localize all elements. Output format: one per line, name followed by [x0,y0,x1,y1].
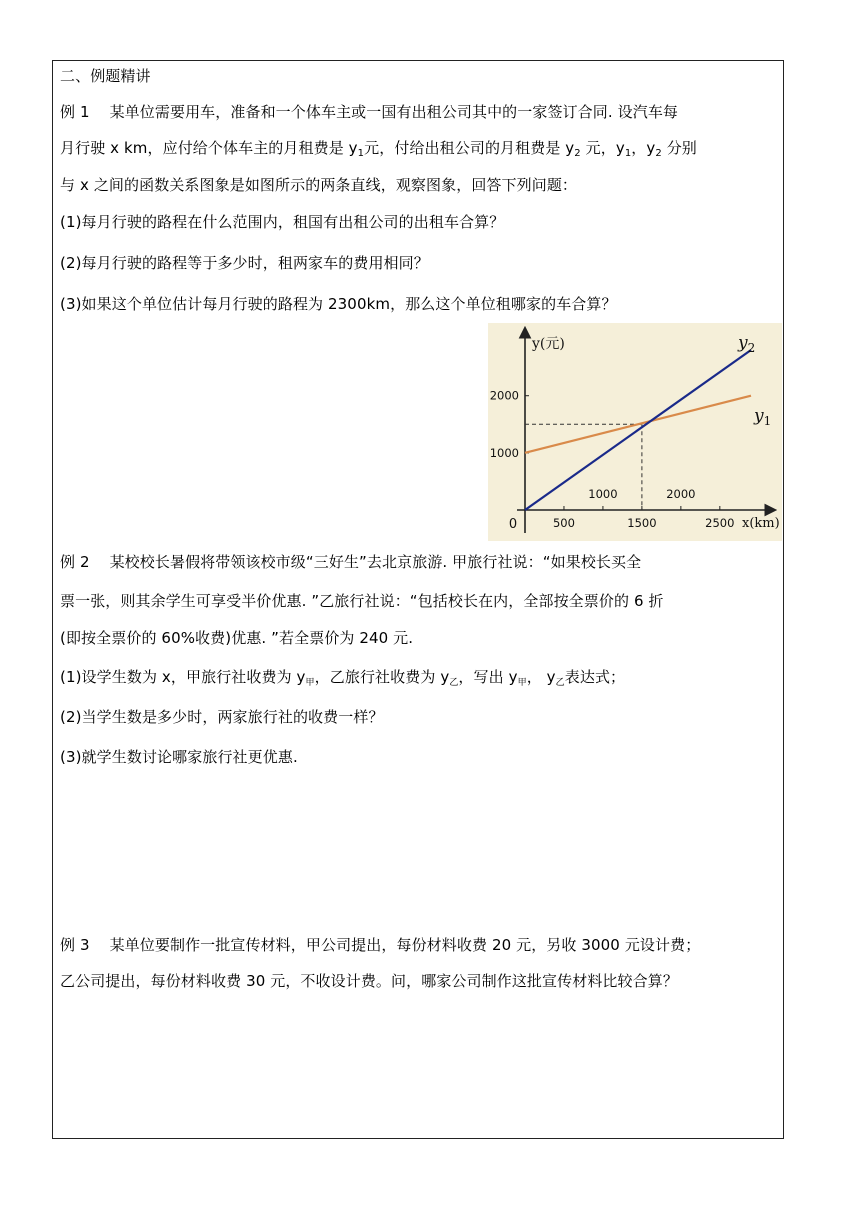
series-label-y2: $y_2$ [738,333,756,355]
example3-line1: 例 3 某单位要制作一批宣传材料，甲公司提出，每份材料收费 20 元，另收 3000 元设计费； [60,936,701,954]
example2-question1: (1)设学生数为 x，甲旅行社收费为 $y_甲$，乙旅行社收费为 $y_乙$，写出 $y_甲$， $y_乙$表达式； [60,668,626,688]
example2-line1: 例 2 某校校长暑假将带领该校市级“三好生”去北京旅游. 甲旅行社说：“如果校长买全 [60,553,642,571]
example1-question2: (2)每月行驶的路程等于多少时，租两家车的费用相同？ [60,254,429,272]
example1-question1: (1)每月行驶的路程在什么范围内，租国有出租公司的出租车合算？ [60,213,505,231]
section-title: 二、例题精讲 [60,67,151,85]
linear-functions-graph [488,323,782,541]
example1-line3: 与 x 之间的函数关系图象是如图所示的两条直线，观察图象，回答下列问题： [60,176,578,194]
example1-line2: 月行驶 x km，应付给个体车主的月租费是 $y_1$元，付给出租公司的月租费是 $y_2$ 元，$y_1$，$y_2$ 分别 [60,139,697,159]
x-inner-label: 1000 [588,487,618,501]
x-axis-label: x(km) [742,516,780,531]
example2-question3: (3)就学生数讨论哪家旅行社更优惠. [60,748,298,766]
y-tick-label: 2000 [489,388,519,403]
x-tick-label: 1500 [627,516,657,530]
x-tick-label: 2500 [705,516,735,530]
y-tick-label: 1000 [489,445,519,460]
x-inner-label: 2000 [666,487,696,501]
example1-question3: (3)如果这个单位估计每月行驶的路程为 2300km，那么这个单位租哪家的车合算？ [60,295,617,313]
x-tick-label: 500 [552,516,575,530]
example2-line2: 票一张，则其余学生可享受半价优惠. ”乙旅行社说：“包括校长在内，全部按全票价的 6 折 [60,592,664,610]
origin-label: 0 [508,517,518,532]
example2-line3: (即按全票价的 60%收费)优惠. ”若全票价为 240 元. [60,629,414,647]
series-label-y1: $y_1$ [754,406,772,428]
y-axis-label: y(元) [532,336,565,352]
example1-line1: 例 1 某单位需要用车，准备和一个体车主或一国有出租公司其中的一家签订合同. 设汽车每 [60,103,679,121]
example2-question2: (2)当学生数是多少时，两家旅行社的收费一样？ [60,708,384,726]
example3-line2: 乙公司提出，每份材料收费 30 元，不收设计费。问，哪家公司制作这批宣传材料比较合算？ [60,972,678,990]
